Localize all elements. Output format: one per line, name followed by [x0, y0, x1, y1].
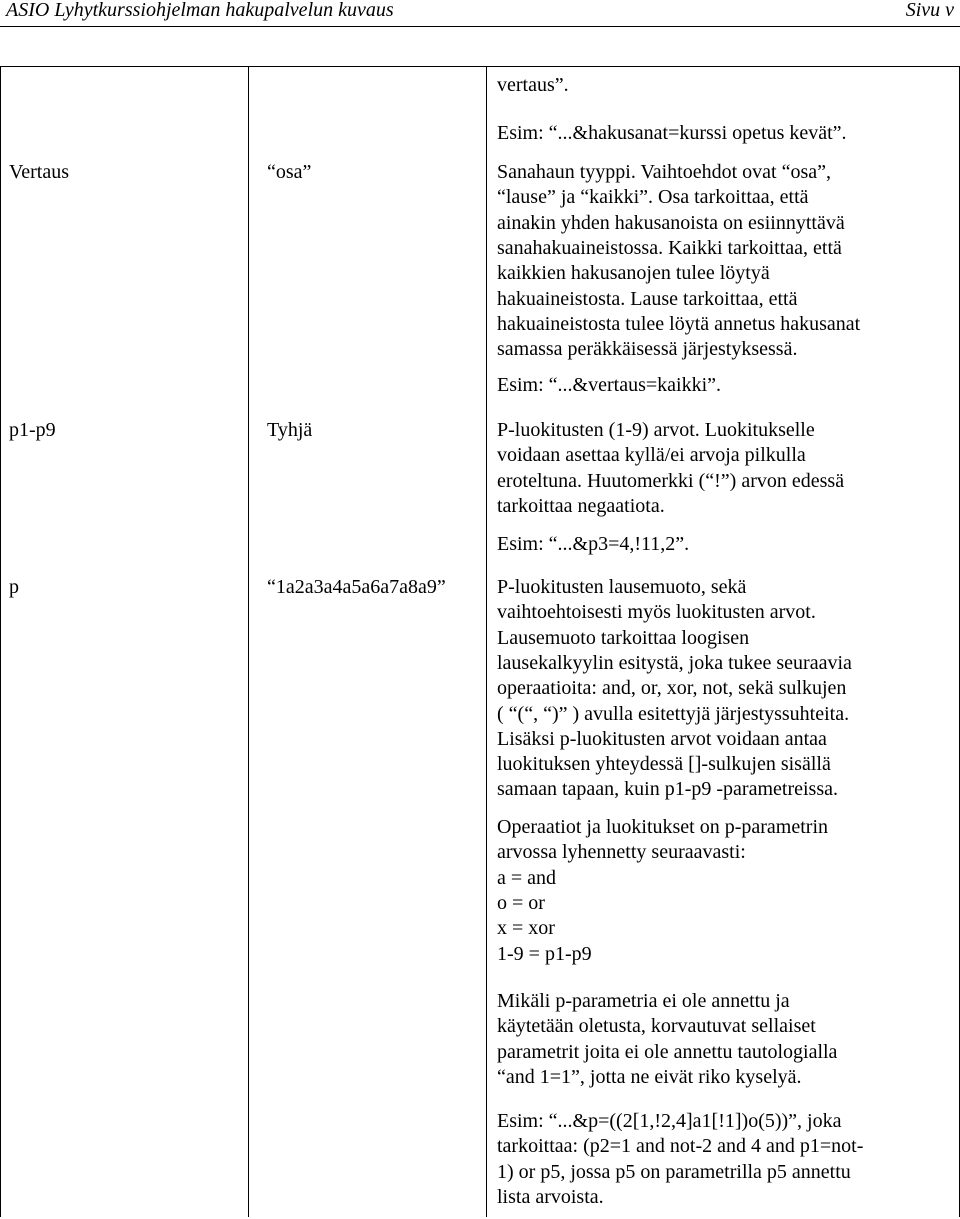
- description-line: lista arvoista.: [497, 1185, 604, 1208]
- description-line: 1) or p5, jossa p5 on parametrilla p5 annettu: [497, 1160, 851, 1183]
- default-value: Tyhjä: [267, 419, 313, 441]
- description-line: Lausemuoto tarkoittaa loogisen: [497, 626, 750, 649]
- description-line: 1-9 = p1-p9: [497, 942, 592, 965]
- default-value: “1a2a3a4a5a6a7a8a9”: [267, 576, 446, 598]
- description-line: parametrit joita ei ole annettu tautologialla: [497, 1040, 838, 1063]
- description-line: P-luokitusten lausemuoto, sekä: [497, 576, 747, 598]
- description-line: Esim: “...&vertaus=kaikki”.: [497, 374, 722, 396]
- description-line: operaatioita: and, or, xor, not, sekä sulkujen: [497, 677, 847, 700]
- description-line: tarkoittaa: (p2=1 and not-2 and 4 and p1=not-: [497, 1135, 864, 1158]
- document-title: ASIO Lyhytkurssiohjelman hakupalvelun kuvaus: [6, 0, 394, 21]
- description-line: eroteltuna. Huutomerkki (“!”) arvon edessä: [497, 469, 845, 492]
- description-line: vertaus”.: [497, 74, 569, 96]
- default-value: “osa”: [267, 161, 312, 183]
- parameter-name: p: [9, 576, 19, 598]
- description-line: ainakin yhden hakusanoista on esiinnyttävä: [497, 211, 845, 234]
- description-line: Lisäksi p-luokitusten arvot voidaan antaa: [497, 727, 827, 750]
- description-line: “lause” ja “kaikki”. Osa tarkoittaa, että: [497, 186, 809, 209]
- description-line: samassa peräkkäisessä järjestyksessä.: [497, 338, 798, 361]
- description-line: samaan tapaan, kuin p1-p9 -parametreissa.: [497, 778, 838, 801]
- parameter-table: [0, 66, 960, 1217]
- page-number: Sivu v: [905, 0, 954, 21]
- description-line: Esim: “...&hakusanat=kurssi opetus kevät”.: [497, 122, 847, 144]
- description-line: x = xor: [497, 917, 555, 940]
- description-line: a = and: [497, 866, 557, 889]
- column-divider: [486, 67, 487, 1217]
- description-line: tarkoittaa negaatiota.: [497, 494, 665, 517]
- description-line: käytetään oletusta, korvautuvat sellaiset: [497, 1015, 816, 1038]
- description-line: “and 1=1”, jotta ne eivät riko kyselyä.: [497, 1065, 802, 1088]
- description-line: hakuaineistosta. Lause tarkoittaa, että: [497, 287, 798, 310]
- description-line: arvossa lyhennetty seuraavasti:: [497, 841, 746, 864]
- parameter-name: p1-p9: [9, 419, 56, 441]
- parameter-name: Vertaus: [9, 161, 69, 183]
- description-line: ( “(“, “)” ) avulla esitettyjä järjestyssuhteita.: [497, 702, 850, 725]
- description-line: Mikäli p-parametria ei ole annettu ja: [497, 990, 790, 1012]
- description-line: Sanahaun tyyppi. Vaihtoehdot ovat “osa”,: [497, 161, 832, 183]
- description-line: luokituksen yhteydessä []-sulkujen sisällä: [497, 753, 831, 776]
- header-rule: [0, 26, 960, 27]
- description-line: sanahakuaineistossa. Kaikki tarkoittaa, että: [497, 236, 842, 259]
- description-line: kaikkien hakusanojen tulee löytyä: [497, 262, 770, 285]
- description-line: Esim: “...&p3=4,!11,2”.: [497, 533, 690, 555]
- description-line: vaihtoehtoisesti myös luokitusten arvot.: [497, 601, 816, 624]
- description-line: hakuaineistosta tulee löytä annetus hakusanat: [497, 312, 861, 335]
- description-line: P-luokitusten (1-9) arvot. Luokitukselle: [497, 419, 815, 441]
- page-header: [0, 0, 960, 22]
- description-line: o = or: [497, 891, 545, 914]
- description-line: Operaatiot ja luokitukset on p-parametrin: [497, 816, 829, 838]
- description-line: Esim: “...&p=((2[1,!2,4]a1[!1])o(5))”, joka: [497, 1110, 842, 1132]
- description-line: voidaan asettaa kyllä/ei arvoja pilkulla: [497, 444, 806, 467]
- description-line: lausekalkyylin esitystä, joka tukee seuraavia: [497, 651, 852, 674]
- column-divider: [248, 67, 249, 1217]
